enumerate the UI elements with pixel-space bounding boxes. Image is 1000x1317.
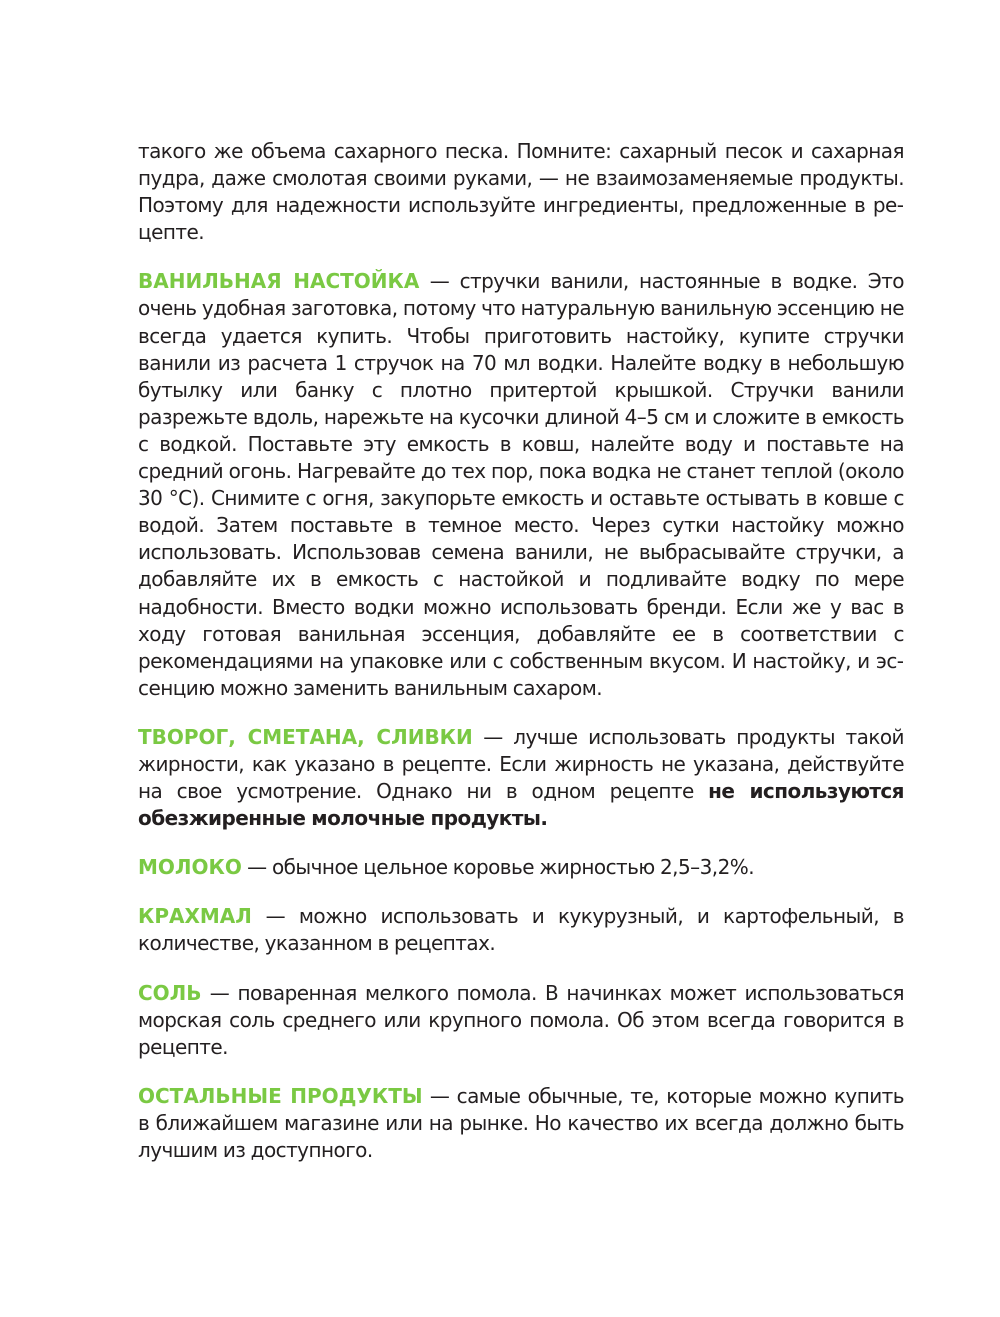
paragraph-text: — поваренная мелкого помола. В начинках может использоваться морская соль среднего или крупного помола. Об этом всегда говорится в рецепте. [138, 980, 904, 1059]
bold-emphasis: не используются обезжиренные молочные продукты. [138, 779, 904, 831]
term-heading: ВАНИЛЬНАЯ НАСТОЙКА [138, 269, 420, 294]
paragraph-vanilla-tincture [138, 268, 904, 702]
paragraph-text: — самые обычные, те, которые можно купить в ближайшем магазине или на рынке. Но качество их всегда должно быть лучшим из доступного. [138, 1083, 905, 1162]
paragraph-dairy [138, 724, 904, 832]
paragraph-text: такого же объема сахарного песка. Помните: сахарный песок и сахарная пудра, даже смолотая своими руками, — не взаимозаменяемые продукты. Поэтому для надежности используйте ингредиенты, предложенные в рецепте. [138, 139, 904, 245]
paragraph-text: — стручки ванили, настоянные в водке. Это очень удобная заготовка, потому что натуральную ванильную эссенцию не всегда удается купить. Чтобы приготовить настойку, купите стручки ванили из расчета 1 стручок на 70 мл водки. Налейте водку в небольшую бутылку или банку с плотно притертой крышкой. Стручки ванили разрежьте вдоль, нарежьте на кусочки длиной 4–5 см и сложите в емкость с водкой. Поставьте эту емкость в ковш, налейте воду и поставьте на средний огонь. Нагревайте до тех пор, пока водка не станет теплой (около 30 °C). Снимите с огня, закупорьте емкость и оставьте остывать в ковше с водой. Затем поставьте в темное место. Через сутки настойку можно использовать. Использовав семена ванили, не выбрасывайте стручки, а добавляйте их в емкость с настойкой и подливайте водку по мере надобности. Вместо водки можно использовать бренди. Если же у вас в ходу готовая ванильная эссенция, добавляйте ее в соответствии с рекомендациями на упаковке или с собственным вкусом. И настойку, и эссенцию можно заменить ванильным сахаром. [138, 269, 904, 700]
term-heading: ОСТАЛЬНЫЕ ПРОДУКТЫ [138, 1083, 423, 1108]
term-heading: КРАХМАЛ [138, 904, 252, 929]
paragraph-text: — обычное цельное коровье жирностью 2,5–3,2%. [241, 855, 755, 880]
paragraph-text: — лучше использовать продукты такой жирности, как указано в рецепте. Если жирность не указана, действуйте на свое усмотрение. Однако ни в одном рецепте [138, 724, 905, 804]
paragraph-other-products [138, 1083, 904, 1164]
page-body [138, 138, 904, 1186]
paragraph-text: — можно использовать и кукурузный, и картофельный, в количестве, указанном в рецептах. [138, 904, 904, 956]
paragraph-starch [138, 903, 904, 957]
term-heading: СОЛЬ [138, 980, 202, 1005]
term-heading: ТВОРОГ, СМЕТАНА, СЛИВКИ [138, 724, 473, 749]
paragraph-milk [138, 854, 904, 881]
paragraph-sugar-continuation [138, 138, 904, 246]
term-heading: МОЛОКО [138, 855, 242, 880]
paragraph-salt [138, 980, 904, 1061]
